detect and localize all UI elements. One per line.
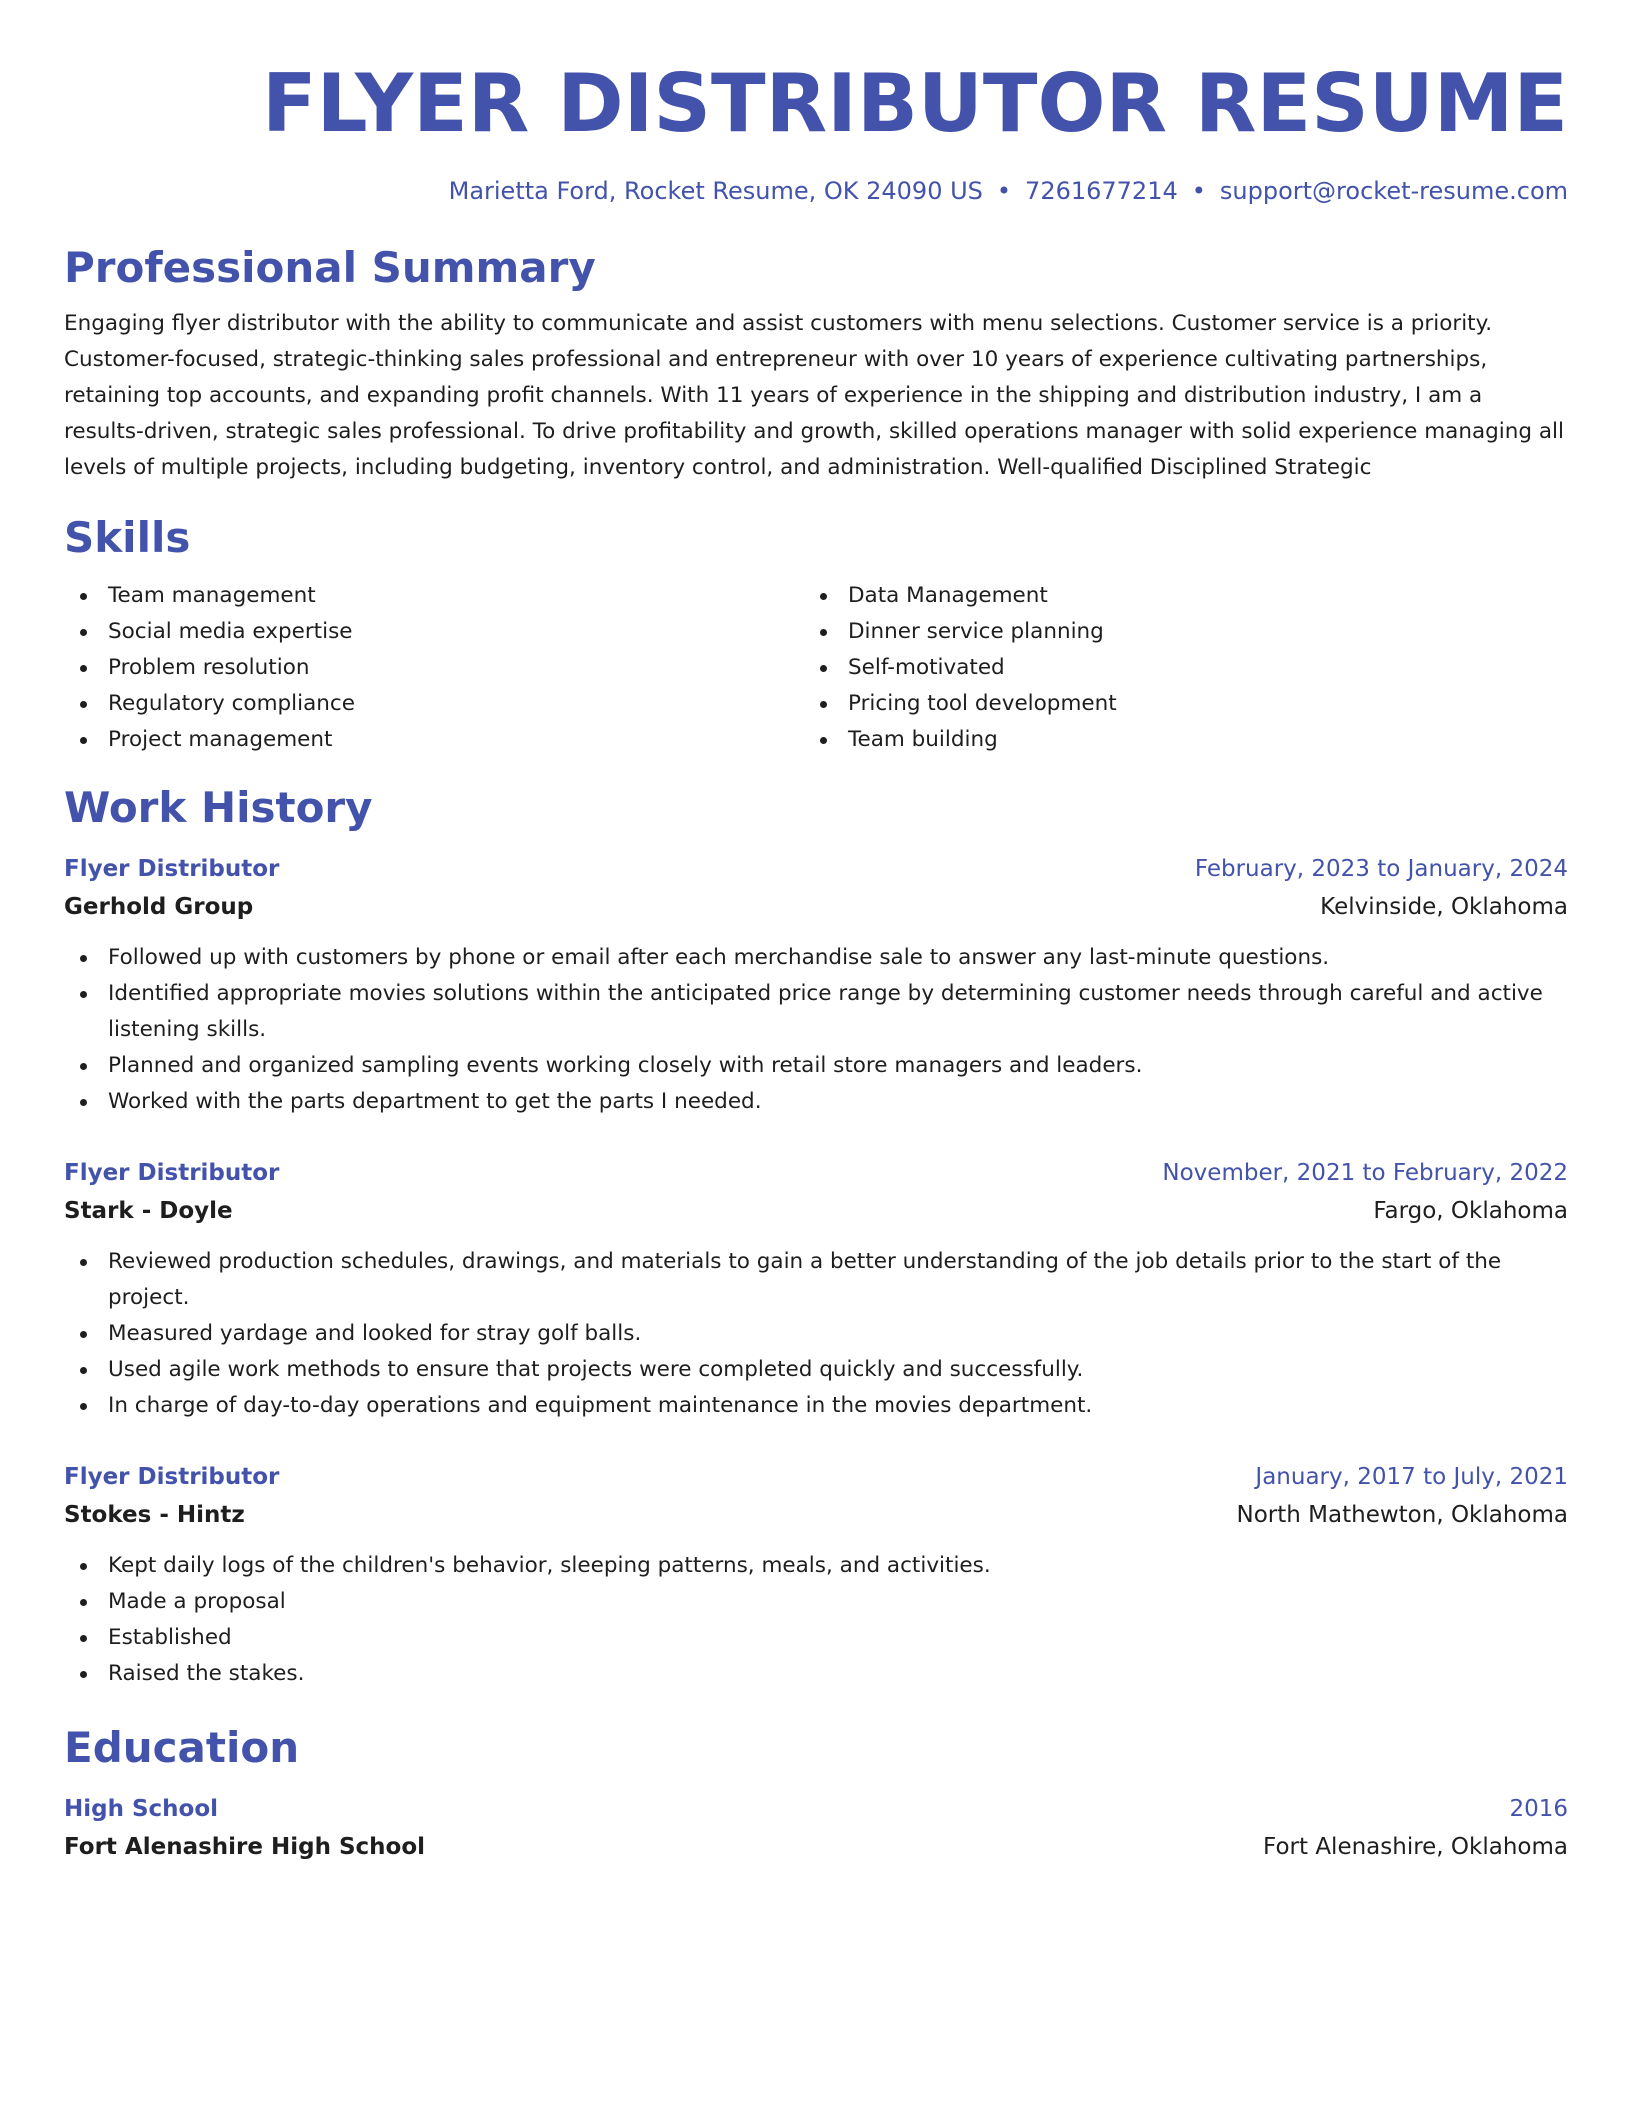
job-bullet: Established [64,1620,1568,1656]
skill-item: Problem resolution [64,650,804,686]
skill-item: Dinner service planning [804,614,1544,650]
job-bullets [64,940,1568,1120]
education-degree-row [64,1790,1568,1828]
contact-separator: • [1191,177,1206,205]
education-location: Fort Alenashire, Oklahoma [1263,1834,1568,1860]
contact-separator: • [996,177,1012,205]
skill-item: Team building [804,722,1544,758]
job-location: Kelvinside, Oklahoma [1320,894,1568,920]
contact-address: Marietta Ford, Rocket Resume, OK 24090 US [448,177,983,205]
job-bullets [64,1244,1568,1424]
job-title: Flyer Distributor [64,856,280,882]
education-heading: Education [64,1723,300,1772]
skills-columns [64,578,1568,758]
job-title: Flyer Distributor [64,1464,280,1490]
job-bullet: Reviewed production schedules, drawings, and materials to gain a better understanding of the job details prior to the start of the project. [64,1244,1568,1316]
resume-header [64,48,1568,208]
education-school: Fort Alenashire High School [64,1834,426,1860]
summary-text: Engaging flyer distributor with the ability to communicate and assist customers with menu selections. Customer service is a priority. Customer-focused, strategic-thinking sales professional and entrepreneur with over 10 years of experience cultivating partnerships, retaining top accounts, and expanding profit channels. With 11 years of experience in the shipping and distribution industry, I am a results-driven, strategic sales professional. To drive profitability and growth, skilled operations manager with solid experience managing all levels of multiple projects, including budgeting, inventory control, and administration. Well-qualified Disciplined Strategic [64,311,1564,480]
job-entry [64,1154,1568,1424]
job-bullet: Raised the stakes. [64,1656,1568,1692]
skill-item: Team management [64,578,804,614]
job-title-row [64,850,1568,888]
job-title-row [64,1458,1568,1496]
job-bullet: Identified appropriate movies solutions within the anticipated price range by determining customer needs through careful and active listening skills. [64,976,1568,1048]
job-company: Stokes - Hintz [64,1502,245,1528]
job-bullet: Used agile work methods to ensure that projects were completed quickly and successfully. [64,1352,1568,1388]
skill-item: Self-motivated [804,650,1544,686]
job-location: North Mathewton, Oklahoma [1236,1502,1568,1528]
skill-item: Project management [64,722,804,758]
skill-item: Regulatory compliance [64,686,804,722]
job-company-row [64,1192,1568,1230]
job-dates: February, 2023 to January, 2024 [1194,856,1568,882]
work-history-heading: Work History [64,783,373,832]
job-dates: January, 2017 to July, 2021 [1255,1464,1568,1490]
job-entry [64,850,1568,1120]
job-company-row [64,888,1568,926]
skill-item: Pricing tool development [804,686,1544,722]
job-bullets [64,1548,1568,1692]
education-year: 2016 [1509,1796,1568,1822]
contact-email: support@rocket-resume.com [1219,177,1568,205]
job-bullet: Worked with the parts department to get the parts I needed. [64,1084,1568,1120]
job-title-row [64,1154,1568,1192]
resume-title: FLYER DISTRIBUTOR RESUME [262,57,1568,150]
job-entry [64,1458,1568,1692]
job-bullet: In charge of day-to-day operations and equipment maintenance in the movies department. [64,1388,1568,1424]
contact-phone: 7261677214 [1025,177,1178,205]
skills-right-list [804,578,1544,758]
job-bullet: Kept daily logs of the children's behavior, sleeping patterns, meals, and activities. [64,1548,1568,1584]
job-bullet: Made a proposal [64,1584,1568,1620]
job-dates: November, 2021 to February, 2022 [1162,1160,1568,1186]
job-company: Gerhold Group [64,894,254,920]
skills-left-list [64,578,804,758]
job-bullet: Planned and organized sampling events working closely with retail store managers and leaders. [64,1048,1568,1084]
education-school-row [64,1828,1568,1866]
job-bullet: Followed up with customers by phone or email after each merchandise sale to answer any last-minute questions. [64,940,1568,976]
skill-item: Data Management [804,578,1544,614]
education-entry [64,1790,1568,1866]
job-company-row [64,1496,1568,1534]
summary-heading: Professional Summary [64,243,596,292]
job-bullet: Measured yardage and looked for stray golf balls. [64,1316,1568,1352]
job-company: Stark - Doyle [64,1198,233,1224]
education-degree: High School [64,1796,219,1822]
skills-heading: Skills [64,513,191,562]
skill-item: Social media expertise [64,614,804,650]
job-title: Flyer Distributor [64,1160,280,1186]
contact-line [64,174,1568,208]
job-location: Fargo, Oklahoma [1373,1198,1568,1224]
